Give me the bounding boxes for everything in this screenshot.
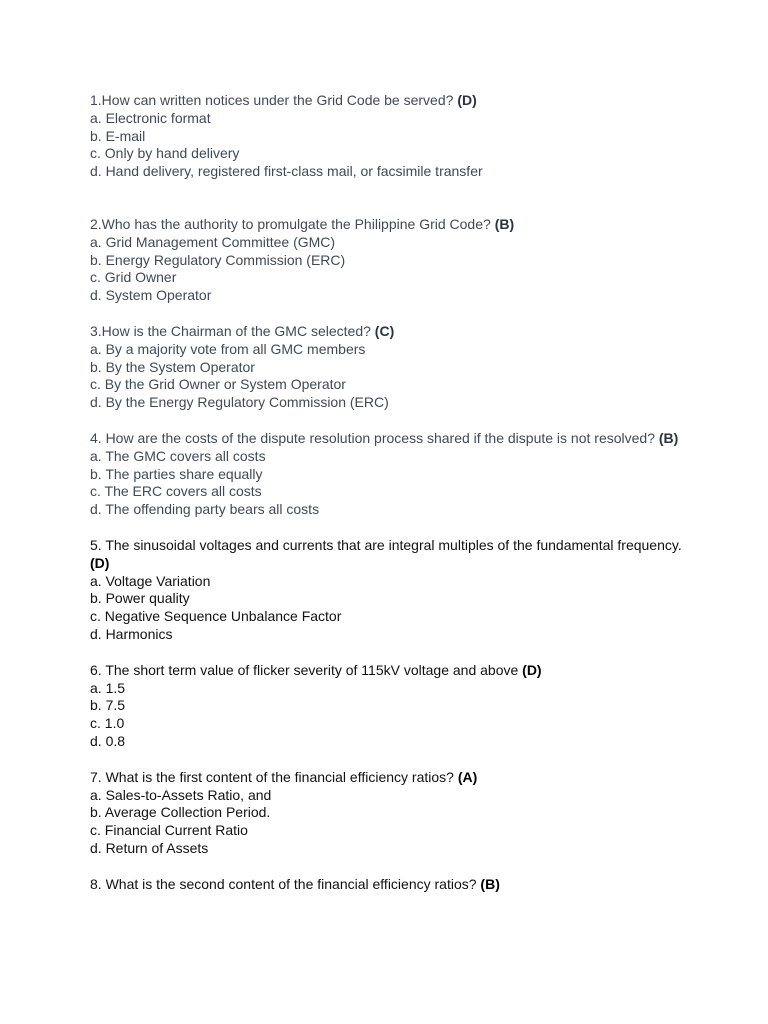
option-c: c. By the Grid Owner or System Operator [90,376,346,393]
question-7 [90,769,690,858]
option-a: a. By a majority vote from all GMC members [90,340,366,357]
spacer [90,858,690,876]
question-2 [90,216,690,305]
answer-key: (D) [457,92,477,108]
answer-key: (D) [522,661,542,678]
option-a: a. The GMC covers all costs [90,447,266,464]
option-c: c. The ERC covers all costs [90,483,262,500]
option-b: b. Energy Regulatory Commission (ERC) [90,251,346,268]
option-b: b. Power quality [90,590,190,607]
question-6 [90,662,690,751]
spacer [90,181,690,216]
spacer [90,305,690,323]
question-text: 7. What is the first content of the financial efficiency ratios? (A) [90,768,478,785]
option-b: b. Average Collection Period. [90,804,271,821]
option-b: b. 7.5 [90,697,126,714]
document-page [90,92,690,893]
question-text: 1.How can written notices under the Grid Code be served? (D) [90,92,477,108]
spacer [90,412,690,430]
question-text: 8. What is the second content of the financial efficiency ratios? (B) [90,875,500,892]
answer-key: (B) [494,215,515,232]
option-d: d. Harmonics [90,625,173,642]
option-b: b. The parties share equally [90,465,263,482]
option-c: c. Grid Owner [90,269,177,286]
option-c: c. 1.0 [90,715,125,732]
option-a: a. Electronic format [90,109,211,126]
spacer [90,519,690,537]
question-text: 6. The short term value of flicker severity of 115kV voltage and above (D) [90,661,542,678]
question-text: 2.Who has the authority to promulgate the Philippine Grid Code? (B) [90,215,515,232]
question-1 [90,92,690,181]
option-d: d. System Operator [90,287,212,304]
question-text: 4. How are the costs of the dispute resolution process shared if the dispute is not resolved? (B) [90,429,679,446]
question-3 [90,323,690,412]
option-d: d. The offending party bears all costs [90,501,320,518]
option-a: a. Voltage Variation [90,572,211,589]
question-4 [90,430,690,519]
option-b: b. E-mail [90,127,146,144]
question-5 [90,537,690,644]
option-a: a. Sales-to-Assets Ratio, and [90,786,272,803]
question-text: 5. The sinusoidal voltages and currents that are integral multiples of the fundamental frequency. (D) [90,536,682,571]
answer-key: (A) [457,768,478,785]
option-c: c. Financial Current Ratio [90,822,248,839]
answer-key: (C) [374,322,395,339]
option-d: d. Hand delivery, registered first-class mail, or facsimile transfer [90,163,483,180]
option-a: a. 1.5 [90,679,126,696]
answer-key: (B) [480,875,500,892]
spacer [90,751,690,769]
option-b: b. By the System Operator [90,358,255,375]
question-text: 3.How is the Chairman of the GMC selected? (C) [90,322,395,339]
option-c: c. Negative Sequence Unbalance Factor [90,608,342,625]
option-a: a. Grid Management Committee (GMC) [90,233,336,250]
spacer [90,644,690,662]
question-8 [90,876,690,894]
answer-key: (D) [90,554,110,571]
option-d: d. 0.8 [90,732,126,749]
option-d: d. By the Energy Regulatory Commission (ERC) [90,394,389,411]
option-d: d. Return of Assets [90,839,209,856]
option-c: c. Only by hand delivery [90,145,240,162]
answer-key: (B) [658,429,679,446]
